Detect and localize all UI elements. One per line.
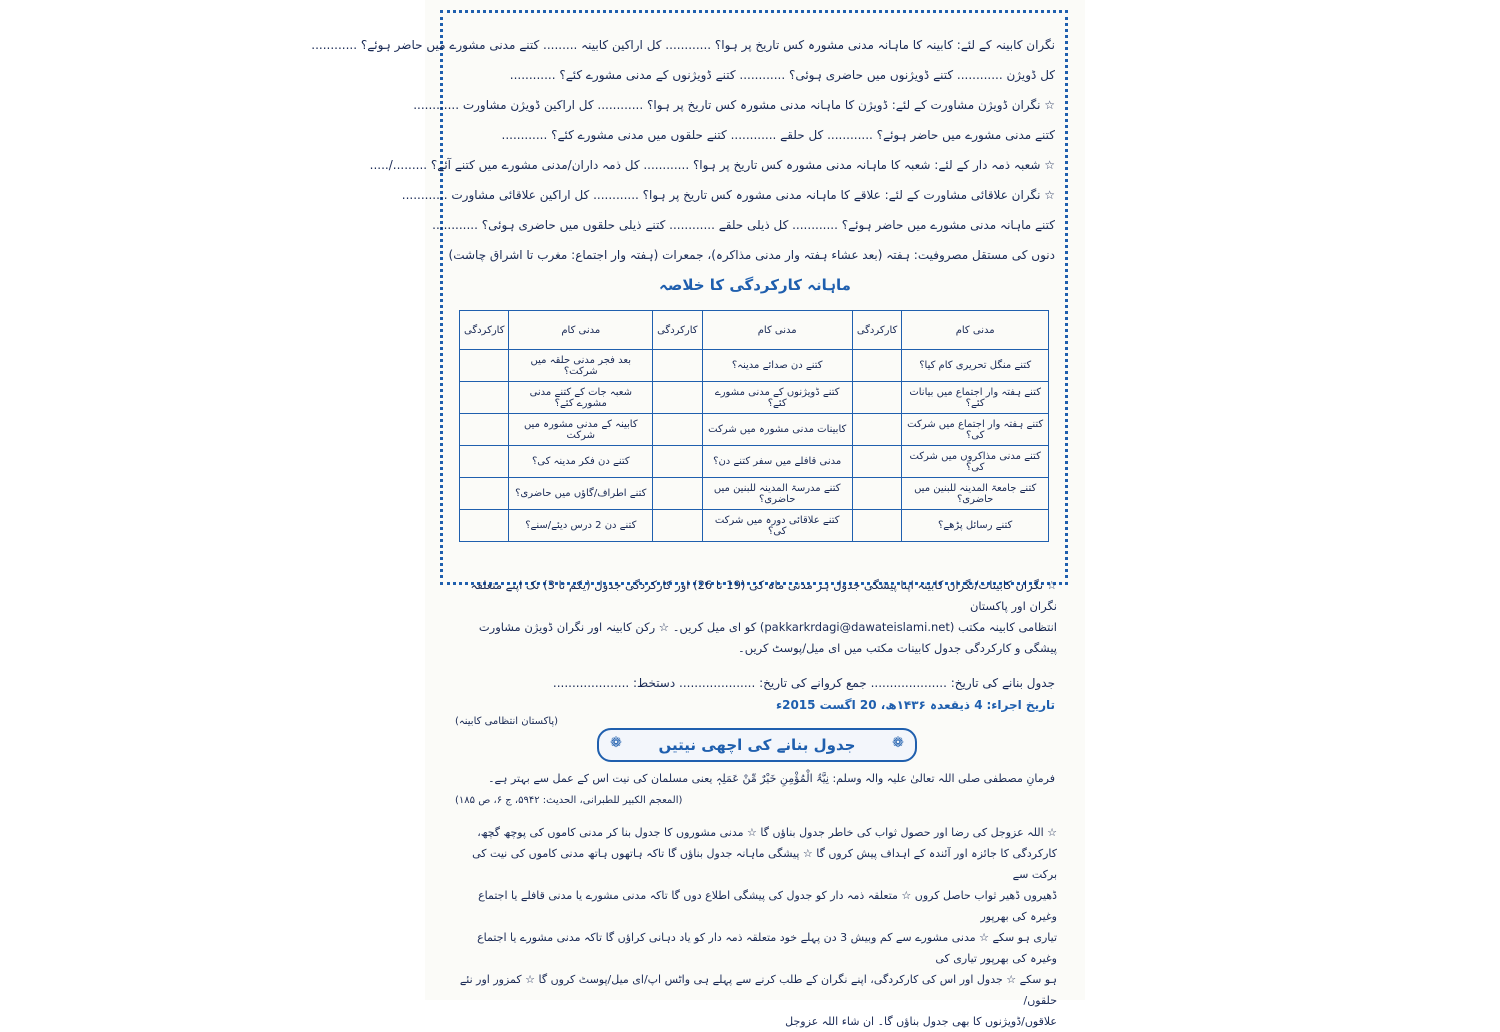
header-work: مدنی کام: [702, 311, 852, 350]
table-cell: کتنے منگل تحریری کام کیا؟: [902, 350, 1049, 382]
result-cell[interactable]: [460, 446, 509, 478]
schedule-line: دنوں کی مستقل مصروفیت: ہفتہ (بعد عشاء ہفتہ وار مدنی مذاکرہ)، جمعرات (ہفتہ وار اجتماع: مغرب تا اشراق چاشت): [448, 248, 1055, 262]
ornament-icon: ❁: [610, 735, 622, 751]
result-cell[interactable]: [653, 478, 702, 510]
issue-line: [455, 698, 1055, 712]
table-cell: کتنے دن فکر مدینہ کی؟: [509, 446, 653, 478]
header-result: کارکردگی: [852, 311, 901, 350]
table-cell: کتنے مدرسۃ المدینہ للبنین میں حاضری؟: [702, 478, 852, 510]
ornament-icon: ❁: [892, 735, 904, 751]
table-row: [460, 382, 1049, 414]
result-cell[interactable]: [653, 382, 702, 414]
summary-title: ماہانہ کارکردگی کا خلاصہ: [659, 276, 851, 294]
header-result: کارکردگی: [653, 311, 702, 350]
table-cell: کابینات مدنی مشورہ میں شرکت: [702, 414, 852, 446]
instruction-line: پیشگی و کارکردگی جدول کابینات مکتب میں ای میل/پوسٹ کریں۔: [737, 641, 1057, 655]
table-row: [460, 350, 1049, 382]
hadith-reference: (المعجم الکبیر للطبرانی، الحدیث: ۵۹۴۲، ج ۶، ص ۱۸۵): [455, 795, 683, 806]
table-cell: شعبہ جات کے کتنے مدنی مشورے کئے؟: [509, 382, 653, 414]
table-row: [460, 446, 1049, 478]
result-cell[interactable]: [852, 350, 901, 382]
result-cell[interactable]: [460, 478, 509, 510]
form-line-1: نگران کابینہ کے لئے: کابینہ کا ماہانہ مدنی مشورہ کس تاریخ پر ہوا؟ ............ کل اراکین کابینہ ......... کتنے مدنی مشورے میں حاضر ہوئے؟ ............: [311, 38, 1055, 52]
header-work: مدنی کام: [509, 311, 653, 350]
result-cell[interactable]: [460, 510, 509, 542]
table-header-row: [460, 311, 1049, 350]
result-cell[interactable]: [460, 382, 509, 414]
issue-date: 4 ذیقعدہ ۱۴۳۶ھ، 20 اگست 2015ء: [775, 698, 983, 712]
table-cell: کتنے مدنی مذاکروں میں شرکت کی؟: [902, 446, 1049, 478]
table-row: [460, 510, 1049, 542]
table-cell: کتنے ڈویژنوں کے مدنی مشورے کئے؟: [702, 382, 852, 414]
document-page: [311, 0, 1085, 1028]
result-cell[interactable]: [460, 350, 509, 382]
result-cell[interactable]: [852, 510, 901, 542]
result-cell[interactable]: [852, 382, 901, 414]
result-cell[interactable]: [653, 350, 702, 382]
table-cell: کتنے اطراف/گاؤں میں حاضری؟: [509, 478, 653, 510]
instruction-line: انتظامی کابینہ مکتب (pakkarkrdagi@dawateislami.net) کو ای میل کریں۔ ☆ رکن کابینہ اور نگران ڈویژن مشاورت: [478, 620, 1057, 634]
table-cell: مدنی قافلے میں سفر کتنے دن؟: [702, 446, 852, 478]
header-work: مدنی کام: [902, 311, 1049, 350]
result-cell[interactable]: [852, 414, 901, 446]
table-cell: بعد فجر مدنی حلقہ میں شرکت؟: [509, 350, 653, 382]
table-cell: کتنے علاقائی دورہ میں شرکت کی؟: [702, 510, 852, 542]
table-cell: کتنے ہفتہ وار اجتماع میں شرکت کی؟: [902, 414, 1049, 446]
table-cell: کتنے جامعۃ المدینہ للبنین میں حاضری؟: [902, 478, 1049, 510]
form-line-4: کتنے مدنی مشورے میں حاضر ہوئے؟ ............ کل حلقے ............ کتنے حلقوں میں مدنی مشورے کئے؟ ............: [501, 128, 1055, 142]
intentions-block: [453, 822, 1057, 1032]
table-cell: کتنے دن صدائے مدینہ؟: [702, 350, 852, 382]
result-cell[interactable]: [852, 478, 901, 510]
intention-line: ڈھیروں ڈھیر ثواب حاصل کروں ☆ متعلقہ ذمہ دار کو جدول کی پیشگی اطلاع دوں گا تاکہ مدنی مشورے یا مدنی قافلے یا اجتماع وغیرہ کی بھرپور: [478, 889, 1057, 923]
instruction-line: ☆ نگران کابینات/نگران کابینہ اپنا پیشگی جدول ہر مدنی ماہ کی (19 تا 26) اور کارکردگی جدول (یکم تا 3) تک اپنے متعلقہ نگران اور پاکستان: [470, 578, 1057, 613]
form-line-2: کل ڈویژن ............ کتنے ڈویژنوں میں حاضری ہوئی؟ ............ کتنے ڈویژنوں کے مدنی مشورے کئے؟ ............: [509, 68, 1055, 82]
table-cell: کتنے دن 2 درس دیئے/سنے؟: [509, 510, 653, 542]
intention-line: علاقوں/ڈویژنوں کا بھی جدول بناؤں گا۔ ان شاء اللہ عزوجل: [785, 1015, 1057, 1028]
issuer: (پاکستان انتظامی کابینہ): [455, 716, 559, 727]
table-cell: کابینہ کے مدنی مشورہ میں شرکت: [509, 414, 653, 446]
form-line-6: ☆ نگران علاقائی مشاورت کے لئے: علاقے کا ماہانہ مدنی مشورہ کس تاریخ پر ہوا؟ ............ کل اراکین علاقائی مشاورت ............: [401, 188, 1055, 202]
intention-line: تیاری ہو سکے ☆ مدنی مشورے سے کم وبیش 3 دن پہلے خود متعلقہ ذمہ دار کو یاد دہانی کراؤں گا تاکہ مدنی مشورے یا اجتماع وغیرہ کی بھرپور تیاری کی: [477, 931, 1057, 965]
summary-table: [459, 310, 1049, 542]
header-result: کارکردگی: [460, 311, 509, 350]
result-cell[interactable]: [653, 446, 702, 478]
instructions-block: [453, 575, 1057, 659]
result-cell[interactable]: [653, 414, 702, 446]
table-cell: کتنے ہفتہ وار اجتماع میں بیانات کئے؟: [902, 382, 1049, 414]
issue-label: تاریخ اجراء:: [986, 698, 1055, 712]
form-line-7: کتنے ماہانہ مدنی مشورے میں حاضر ہوئے؟ ............ کل ذیلی حلقے ............ کتنے ذیلی حلقوں میں حاضری ہوئی؟ ............: [432, 218, 1055, 232]
result-cell[interactable]: [460, 414, 509, 446]
date-signature-fields: جدول بنانے کی تاریخ: .................... جمع کروانے کی تاریخ: .................... دستخط: ....................: [552, 676, 1055, 690]
form-line-5: ☆ شعبہ ذمہ دار کے لئے: شعبہ کا ماہانہ مدنی مشورہ کس تاریخ پر ہوا؟ ............ کل ذمہ داران/مدنی مشورے میں کتنے آئے؟ ........./.....: [369, 158, 1055, 172]
table-cell: کتنے رسائل پڑھے؟: [902, 510, 1049, 542]
result-cell[interactable]: [852, 446, 901, 478]
form-line-3: ☆ نگران ڈویژن مشاورت کے لئے: ڈویژن کا ماہانہ مدنی مشورہ کس تاریخ پر ہوا؟ ............ کل اراکین ڈویژن مشاورت ............: [413, 98, 1055, 112]
table-row: [460, 478, 1049, 510]
intention-line: ہو سکے ☆ جدول اور اس کی کارکردگی، اپنے نگران کے طلب کرنے سے پہلے ہی واٹس اپ/ای میل/پوسٹ کروں گا ☆ کمزور اور نئے حلقوں/: [459, 973, 1057, 1007]
intentions-title: جدول بنانے کی اچھی نیتیں: [658, 736, 856, 754]
intention-line: کارکردگی کا جائزہ اور آئندہ کے اہداف پیش کروں گا ☆ پیشگی ماہانہ جدول بناؤں گا تاکہ ہاتھوں ہاتھ مدنی کاموں کی نیت کی برکت سے: [472, 847, 1057, 881]
intention-line: ☆ اللہ عزوجل کی رضا اور حصول ثواب کی خاطر جدول بناؤں گا ☆ مدنی مشوروں کا جدول بنا کر مدنی کاموں کی پوچھ گچھ،: [477, 826, 1057, 839]
result-cell[interactable]: [653, 510, 702, 542]
table-row: [460, 414, 1049, 446]
intentions-banner: [597, 728, 917, 762]
hadith-line: فرمانِ مصطفی صلی اللہ تعالیٰ علیہ والہ وسلم: نِیَّۃُ الْمُؤْمِنِ خَیْرٌ مِّنْ عَمَلِہٖ یعنی مسلمان کی نیت اس کے عمل سے بہتر ہے۔: [488, 772, 1055, 785]
